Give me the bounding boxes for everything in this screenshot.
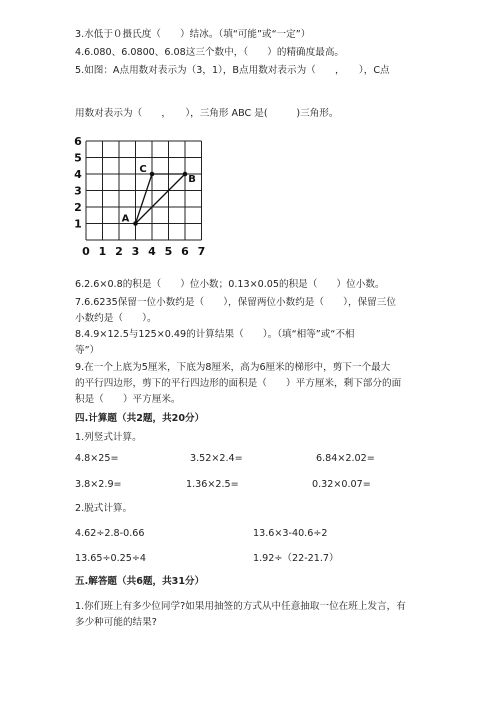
calc-2-item: 13.6×3-40.6÷2	[253, 528, 328, 539]
x-axis-tick-labels	[82, 245, 205, 258]
calc-1-item: 6.84×2.02=	[316, 453, 375, 464]
x-tick-label: 6	[181, 245, 189, 258]
question-8-line-1: 8.4.9×12.5与125×0.49的计算结果（ ）。（填“相等”或“不相	[75, 329, 355, 340]
calc-2-item: 1.92÷（22-21.7）	[253, 553, 339, 564]
x-tick-label: 4	[148, 245, 156, 258]
x-tick-label: 0	[82, 245, 90, 258]
question-6: 6.2.6×0.8的积是（ ）位小数；0.13×0.05的积是（ ）位小数。	[75, 279, 385, 290]
point-label-c: C	[139, 164, 147, 175]
question-7-line-2: 小数约是（ ）。	[75, 313, 157, 324]
question-8-line-2: 等”）	[75, 345, 100, 356]
y-tick-label: 4	[74, 168, 82, 181]
y-tick-label: 5	[74, 151, 82, 165]
y-tick-label: 1	[74, 217, 82, 231]
x-tick-label: 1	[98, 245, 107, 258]
point-a	[133, 221, 138, 226]
calc-2-item: 13.65÷0.25÷4	[75, 553, 147, 564]
answer-1-line-1: 1.你们班上有多少位同学?如果用抽签的方式从中任意抽取一位在班上发言，有	[75, 601, 406, 612]
calc-2-title: 2.脱式计算。	[75, 503, 133, 514]
section-5-heading: 五.解答题（共6题，共31分）	[75, 576, 205, 587]
grid-lines	[86, 141, 202, 240]
y-tick-label: 2	[74, 201, 82, 214]
question-5-line-1: 5.如图：A点用数对表示为（3，1），B点用数对表示为（ ， ），C点	[75, 65, 390, 76]
question-7-line-1: 7.6.6235保留一位小数约是（ ），保留两位小数约是（ ），保留三位	[75, 297, 396, 308]
y-tick-label: 3	[74, 184, 82, 198]
y-tick-label: 6	[74, 135, 82, 148]
answer-1-line-2: 多少种可能的结果?	[75, 617, 157, 628]
calc-1-item: 3.52×2.4=	[190, 453, 243, 464]
point-label-a: A	[121, 213, 130, 225]
x-tick-label: 7	[197, 245, 206, 258]
x-tick-label: 5	[164, 245, 173, 258]
calc-1-item: 4.8×25=	[75, 453, 119, 464]
calc-1-item: 1.36×2.5=	[186, 479, 239, 490]
calc-1-item: 0.32×0.07=	[312, 479, 371, 490]
triangle-side-ab	[136, 174, 186, 224]
point-c	[150, 172, 155, 177]
x-tick-label: 3	[131, 245, 140, 258]
calc-1-title: 1.列竖式计算。	[75, 432, 142, 443]
question-3: 3.水低于０摄氏度（ ）结冰。（填“可能”或“一定”）	[75, 29, 311, 40]
question-5-line-2: 用数对表示为（ ， ），三角形 ABC 是( )三角形。	[75, 108, 339, 119]
question-9-line-3: 积是（ ）平方厘米。	[75, 394, 181, 405]
question-9-line-1: 9.在一个上底为5厘米，下底为8厘米，高为6厘米的梯形中，剪下一个最大	[75, 362, 391, 373]
calc-1-item: 3.8×2.9=	[75, 479, 122, 490]
calc-2-item: 4.62÷2.8-0.66	[75, 528, 145, 539]
coordinate-grid-figure	[72, 135, 222, 262]
y-axis-tick-labels	[74, 135, 82, 231]
point-b	[183, 172, 188, 177]
x-tick-label: 2	[115, 245, 123, 258]
point-label-b: B	[188, 174, 196, 185]
question-9-line-2: 的平行四边形，剪下的平行四边形的面积是（ ）平方厘米，剩下部分的面	[75, 378, 402, 389]
section-4-heading: 四.计算题（共2题，共20分）	[75, 413, 205, 424]
question-4: 4.6.080、6.0800、6.08这三个数中，（ ）的精确度最高。	[75, 47, 345, 58]
